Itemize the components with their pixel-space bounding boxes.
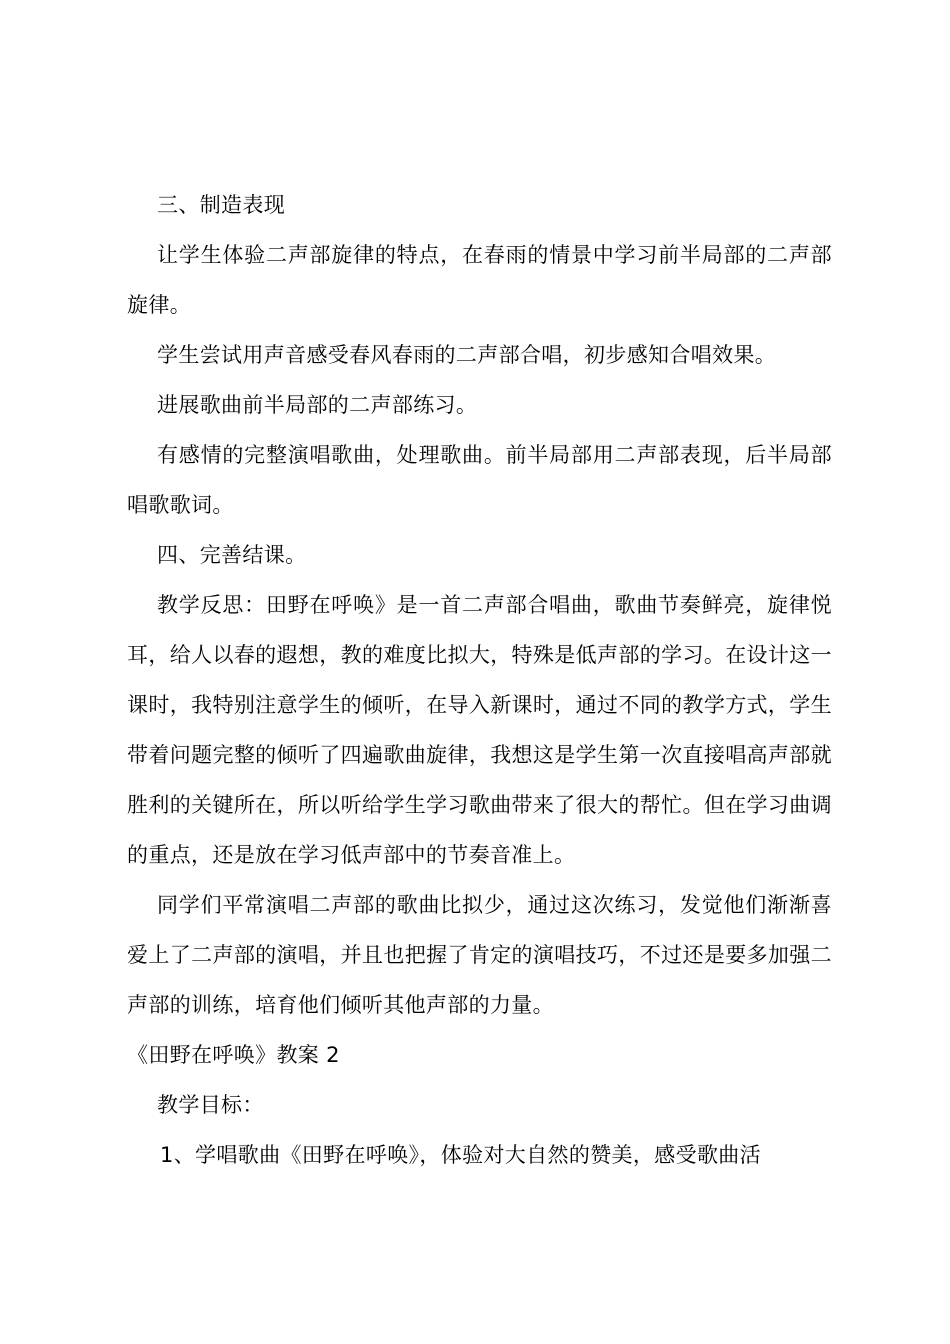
reflection-paragraph: 教学反思：田野在呼唤》是一首二声部合唱曲，歌曲节奏鲜亮，旋律悦耳，给人以春的遐想，教的难度比拟大，特殊是低声部的学习。在设计这一课时，我特别注意学生的倾听，在导入新课时，通过不同的教学方式，学生带着问题完整的倾听了四遍歌曲旋律，我想这是学生第一次直接唱高声部就胜利的关键所在，所以听给学生学习歌曲带来了很大的帮忙。但在学习曲调的重点，还是放在学习低声部中的节奏音准上。 [127, 593, 832, 867]
paragraph: 有感情的完整演唱歌曲，处理歌曲。前半局部用二声部表现，后半局部唱歌歌词。 [127, 443, 832, 517]
paragraph: 进展歌曲前半局部的二声部练习。 [157, 393, 478, 417]
section-heading-create: 三、制造表现 [157, 193, 286, 217]
lesson-plan-title: 《田野在呼唤》教案 2 [127, 1043, 340, 1067]
reflection-paragraph: 同学们平常演唱二声部的歌曲比拟少，通过这次练习，发觉他们渐渐喜爱上了二声部的演唱，并且也把握了肯定的演唱技巧，不过还是要多加强二声部的训练，培育他们倾听其他声部的力量。 [127, 893, 832, 1017]
paragraph: 学生尝试用声音感受春风春雨的二声部合唱，初步感知合唱效果。 [157, 343, 777, 367]
objectives-heading: 教学目标： [157, 1093, 264, 1117]
paragraph: 让学生体验二声部旋律的特点，在春雨的情景中学习前半局部的二声部旋律。 [127, 243, 832, 317]
section-heading-conclude: 四、完善结课。 [157, 543, 307, 567]
document-body [127, 180, 832, 1180]
objective-item: 1、学唱歌曲《田野在呼唤》，体验对大自然的赞美，感受歌曲活 [160, 1143, 762, 1167]
